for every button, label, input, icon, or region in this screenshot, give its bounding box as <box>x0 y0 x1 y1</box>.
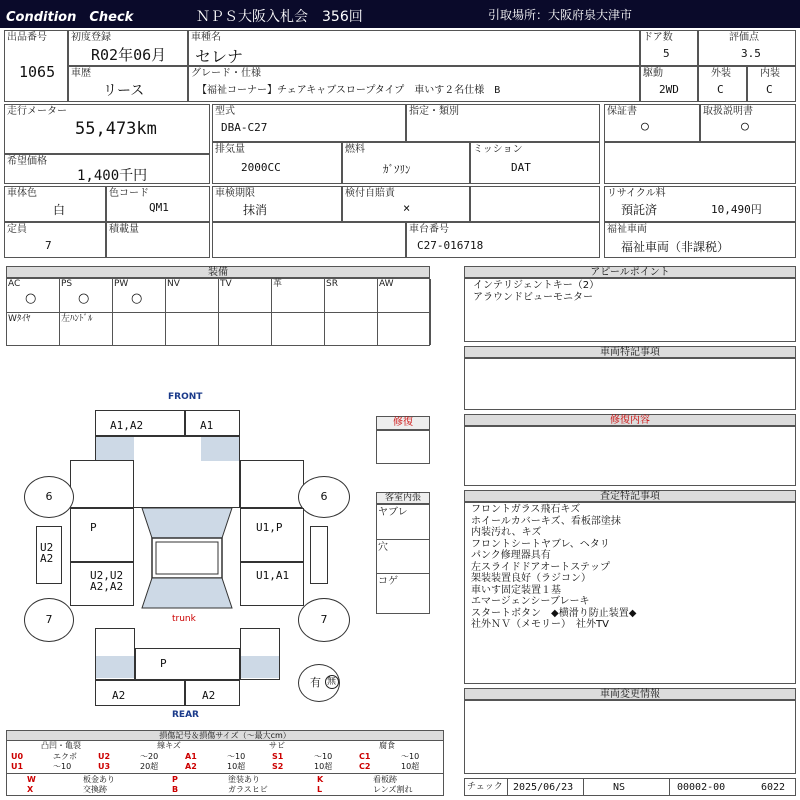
equipment-cell-row2-3 <box>166 313 219 345</box>
fuel-cell <box>342 142 470 184</box>
equipment-cell-aw <box>378 279 431 313</box>
doors-cell <box>640 30 698 66</box>
welfare-label: 福祉車両 <box>607 224 647 235</box>
designation-cell <box>406 104 600 142</box>
spare-tire-no: 無 <box>327 677 337 687</box>
special-notes-box <box>464 358 796 410</box>
exterior-value: C <box>717 83 724 96</box>
equipment-cell-row2-5 <box>272 313 325 345</box>
equipment-cell-pw <box>113 279 166 313</box>
legend-code: P <box>172 775 178 784</box>
inspection-note-line: フロントシートヤブレ、ヘタリ <box>471 538 610 550</box>
legend-code: B <box>172 785 179 794</box>
cabin-box <box>376 504 430 614</box>
lot-number-value: 1065 <box>19 63 56 81</box>
legend-desc: ～10 <box>314 752 333 761</box>
door-front-right <box>240 508 304 562</box>
inspection-notes-box <box>464 502 796 684</box>
door-rear-left-damage-1: U2,U2 <box>90 569 124 582</box>
doors-label: ドア数 <box>643 32 673 43</box>
interior-label: 内装 <box>760 68 780 79</box>
displacement-value: 2000CC <box>241 161 281 174</box>
legend-group-label: 凸凹・亀裂 <box>41 741 81 750</box>
check-date: 2025/06/23 <box>513 782 574 793</box>
first-registration-cell <box>68 30 188 66</box>
legend-title-row <box>7 731 443 741</box>
warranty-cell <box>604 104 700 142</box>
legend-desc: ガラスヒビ <box>228 785 268 794</box>
wheel-front-right: 6 <box>298 476 350 518</box>
fuel-value: ｶﾞｿﾘﾝ <box>383 163 411 176</box>
first-registration-label: 初度登録 <box>71 32 111 43</box>
right-front-fender <box>240 460 304 508</box>
legend-code: C1 <box>359 752 371 761</box>
inspection-note-line: 内装汚れ、キズ <box>471 527 542 538</box>
mission-cell <box>470 142 600 184</box>
grade-value: 【福祉コーナー】チェアキャブスロープタイプ 車いす２名仕様 B <box>197 85 501 96</box>
front-left-fender-shade <box>96 437 134 461</box>
trunk-label: trunk <box>172 614 196 624</box>
inspection-cell <box>212 186 342 222</box>
history-cell <box>68 66 188 102</box>
equipment-cell-row2-7 <box>378 313 431 345</box>
price-label: 希望価格 <box>7 156 47 167</box>
legend-code: X <box>27 785 34 794</box>
damage-legend <box>6 730 444 796</box>
price-cell <box>4 154 210 184</box>
legend-desc: 10超 <box>227 762 246 771</box>
score-value: 3.5 <box>741 47 761 60</box>
capacity-cell <box>4 222 106 258</box>
appeal-line: インテリジェントキー（2） <box>473 280 600 291</box>
change-info-title: 車両変更情報 <box>464 688 796 700</box>
rear-bumper-left-damage: A2 <box>112 689 126 702</box>
equipment-cell-row2-2 <box>113 313 166 345</box>
grade-cell <box>188 66 640 102</box>
interior-cell <box>747 66 796 102</box>
displacement-cell <box>212 142 342 184</box>
legend-group-label: 線キズ <box>157 741 181 750</box>
inspection-note-line: スタートボタン ◆横滑り防止装置◆ <box>471 607 637 619</box>
legend-code: K <box>317 775 324 784</box>
manual-label: 取扱説明書 <box>703 106 753 117</box>
legend-desc: 看板跡 <box>373 775 397 784</box>
equipment-cell-ps <box>60 279 113 313</box>
legend-code: C2 <box>359 762 371 771</box>
repair-content-box <box>464 426 796 486</box>
equipment-cell-革 <box>272 279 325 313</box>
legend-code: S2 <box>272 762 284 771</box>
check-label: チェック <box>467 782 503 792</box>
warranty-label: 保証書 <box>607 106 637 117</box>
check-initials: NS <box>613 782 626 793</box>
legend-desc: 20超 <box>140 762 159 771</box>
legend-desc: エクボ <box>53 752 77 761</box>
inspection-note-line: 社外ＮＶ（メモリー） 社外TV <box>471 619 609 630</box>
door-front-left <box>70 508 134 562</box>
equipment-label: Wﾀｲﾔ <box>8 314 31 324</box>
equipment-label: PS <box>61 279 73 289</box>
equipment-title: 装備 <box>6 266 430 278</box>
special-notes-title: 車両特記事項 <box>464 346 796 358</box>
doors-value: 5 <box>663 47 670 60</box>
equipment-grid <box>6 278 430 346</box>
equipment-cell-sr <box>325 279 378 313</box>
wheel-rear-left: 7 <box>24 598 74 642</box>
legend-desc: 板金あり <box>83 775 115 784</box>
body-color-value: 白 <box>53 203 66 217</box>
equipment-cell-row2-1 <box>60 313 113 345</box>
capacity-label: 定員 <box>7 224 27 235</box>
welfare-value: 福祉車両（非課税） <box>621 240 730 254</box>
welfare-cell <box>604 222 796 258</box>
legend-desc: 塗装あり <box>228 775 260 784</box>
header-bar <box>0 0 800 28</box>
equipment-label: PW <box>114 279 129 289</box>
inspection-note-line: 車いす固定装置１基 <box>471 584 561 596</box>
history-value: リース <box>103 83 145 99</box>
cabin-title: 客室内張 <box>376 492 430 504</box>
legend-code: S1 <box>272 752 284 761</box>
model-name-value: セレナ <box>195 47 244 66</box>
left-front-fender <box>70 460 134 508</box>
legend-desc: ～10 <box>53 762 72 771</box>
price-value: 1,400千円 <box>77 168 148 184</box>
rear-left-lamp-shade <box>96 656 134 678</box>
right-side-sill <box>310 526 328 584</box>
insurance-cell <box>342 186 470 222</box>
insurance-value: × <box>403 201 411 215</box>
equipment-cell-row2-0 <box>7 313 60 345</box>
roof-windows <box>134 508 240 628</box>
front-left-damage: A1,A2 <box>110 419 144 432</box>
left-sill-damage-1: U2 <box>40 541 54 554</box>
legend-title: 損傷記号＆損傷サイズ（～最大cm） <box>159 731 291 740</box>
equipment-cell-ac <box>7 279 60 313</box>
first-registration-value: R02年06月 <box>91 46 167 64</box>
left-sill-damage-2: A2 <box>40 552 54 565</box>
legend-desc: ～10 <box>401 752 420 761</box>
appeal-line: アラウンドビューモニター <box>473 291 593 303</box>
header-title-left: Condition Check <box>6 10 134 25</box>
mission-value: DAT <box>511 161 531 174</box>
inspection-note-line: ホイールカバーキズ、看板部塗抹 <box>471 515 621 527</box>
legend-code: A2 <box>185 762 197 771</box>
door-front-left-damage: P <box>90 521 97 534</box>
empty-chassis-left <box>212 222 406 258</box>
lot-number-label: 出品番号 <box>7 32 47 43</box>
manual-cell <box>700 104 796 142</box>
legend-code: L <box>317 785 323 794</box>
door-front-right-damage: U1,P <box>256 521 283 534</box>
equipment-label: SR <box>326 279 338 289</box>
recycle-status: 預託済 <box>621 203 658 217</box>
legend-code: U3 <box>98 762 111 771</box>
equipment-mark: ○ <box>25 291 37 306</box>
designation-label: 指定・類別 <box>409 106 459 117</box>
equipment-mark: ○ <box>78 291 90 306</box>
legend-desc: ～20 <box>140 752 159 761</box>
equipment-label: NV <box>167 279 180 289</box>
inspection-notes-title: 査定特記事項 <box>464 490 796 502</box>
inspection-note-line: エマージェンシーブレーキ <box>471 596 590 607</box>
legend-group-label: 腐食 <box>379 741 395 750</box>
recycle-label: リサイクル料 <box>607 188 666 199</box>
check-code-2: 6022 <box>761 782 786 793</box>
legend-code: W <box>27 775 36 784</box>
load-label: 積載量 <box>109 224 139 235</box>
equipment-label: AC <box>8 279 21 289</box>
mission-label: ミッション <box>473 144 523 155</box>
legend-desc: 10超 <box>314 762 333 771</box>
inspection-note-line: フロントガラス飛石キズ <box>471 504 581 515</box>
wheel-rear-right: 7 <box>298 598 350 642</box>
header-title-center: ＮＰＳ大阪入札会 356回 <box>196 9 363 25</box>
exterior-label: 外装 <box>711 68 731 79</box>
drive-label: 駆動 <box>643 68 663 79</box>
body-color-cell <box>4 186 106 222</box>
equipment-cell-row2-4 <box>219 313 272 345</box>
model-name-cell <box>188 30 640 66</box>
appeal-title: アピールポイント <box>464 266 796 278</box>
repair-content-title: 修復内容 <box>464 414 796 426</box>
manual-mark: ○ <box>741 119 749 134</box>
rear-bumper-left <box>95 680 185 706</box>
equipment-label: 革 <box>273 279 283 289</box>
legend-desc: 10超 <box>401 762 420 771</box>
displacement-label: 排気量 <box>215 144 245 155</box>
drive-cell <box>640 66 698 102</box>
equipment-cell-tv <box>219 279 272 313</box>
change-info-box <box>464 700 796 774</box>
inspection-note-line: パンク修理器具有 <box>471 550 551 561</box>
warranty-mark: ○ <box>641 119 649 134</box>
legend-group-label: サビ <box>269 741 285 750</box>
equipment-cell-nv <box>166 279 219 313</box>
front-right-damage: A1 <box>200 419 214 432</box>
cabin-item-burn: コゲ <box>378 576 398 587</box>
mileage-cell <box>4 104 210 154</box>
equipment-label: TV <box>220 279 232 289</box>
color-code-cell <box>106 186 210 222</box>
inspection-label: 車検期限 <box>215 188 255 199</box>
spare-tire-yes: 有 <box>310 676 321 689</box>
equipment-label: 左ﾊﾝﾄﾞﾙ <box>61 314 93 324</box>
chassis-value: C27-016718 <box>417 239 484 252</box>
legend-desc: ～10 <box>227 752 246 761</box>
rear-label: REAR <box>172 710 199 720</box>
recycle-cell <box>604 186 796 222</box>
fuel-label: 燃料 <box>345 144 365 155</box>
legend-desc: レンズ割れ <box>373 785 413 794</box>
cabin-item-tear: ヤブレ <box>378 507 408 518</box>
legend-code: U1 <box>11 762 24 771</box>
check-code-1: 00002-00 <box>677 782 726 793</box>
check-footer <box>464 778 796 796</box>
mileage-label: 走行メーター <box>7 106 67 117</box>
recycle-value: 10,490円 <box>711 203 762 216</box>
equipment-cell-row2-6 <box>325 313 378 345</box>
legend-code: U2 <box>98 752 111 761</box>
mileage-value: 55,473km <box>75 119 157 139</box>
score-label: 評価点 <box>729 32 759 43</box>
rear-gate-damage: P <box>160 657 167 670</box>
front-right-fender-shade <box>201 437 239 461</box>
empty-mid-right <box>604 142 796 184</box>
type-cell <box>212 104 406 142</box>
grade-label: グレード・仕様 <box>191 68 261 79</box>
body-color-label: 車体色 <box>7 188 37 199</box>
equipment-mark: ○ <box>131 291 143 306</box>
door-rear-left-damage-2: A2,A2 <box>90 580 124 593</box>
appeal-box <box>464 278 796 342</box>
type-value: DBA-C27 <box>221 121 268 134</box>
repair-title: 修復 <box>376 416 430 430</box>
history-label: 車歴 <box>71 68 91 79</box>
type-label: 型式 <box>215 106 235 117</box>
chassis-cell <box>406 222 600 258</box>
car-diagram <box>0 380 380 725</box>
equipment-label: AW <box>379 279 394 289</box>
legend-desc: 交換跡 <box>83 785 107 794</box>
color-code-value: QM1 <box>149 201 169 214</box>
lot-number-cell <box>4 30 68 102</box>
legend-code: U0 <box>11 752 24 761</box>
inspection-value: 抹消 <box>243 203 268 217</box>
capacity-value: 7 <box>45 239 52 252</box>
wheel-front-left: 6 <box>24 476 74 518</box>
cabin-item-hole: 穴 <box>378 542 388 553</box>
rear-gate-panel <box>135 648 240 680</box>
drive-value: 2WD <box>659 83 679 96</box>
legend-code: A1 <box>185 752 197 761</box>
rear-right-lamp-shade <box>241 656 279 678</box>
inspection-note-line: 架装装置良好（ラジコン） <box>471 573 591 584</box>
header-pickup-location: 引取場所：大阪府泉大津市 <box>488 8 633 22</box>
score-cell <box>698 30 796 66</box>
door-rear-right-damage: U1,A1 <box>256 569 290 582</box>
interior-value: C <box>766 83 773 96</box>
exterior-cell <box>698 66 747 102</box>
model-name-label: 車種名 <box>191 32 221 43</box>
inspection-note-line: 左スライドドアオートステップ <box>471 561 610 573</box>
front-label: FRONT <box>168 392 203 402</box>
repair-box <box>376 430 430 464</box>
rear-bumper-right-damage: A2 <box>202 689 216 702</box>
color-code-label: 色コード <box>109 188 149 199</box>
insurance-label: 検付自賠責 <box>345 188 395 199</box>
empty-insurance-right <box>470 186 600 222</box>
load-cell <box>106 222 210 258</box>
chassis-label: 車台番号 <box>409 224 449 235</box>
